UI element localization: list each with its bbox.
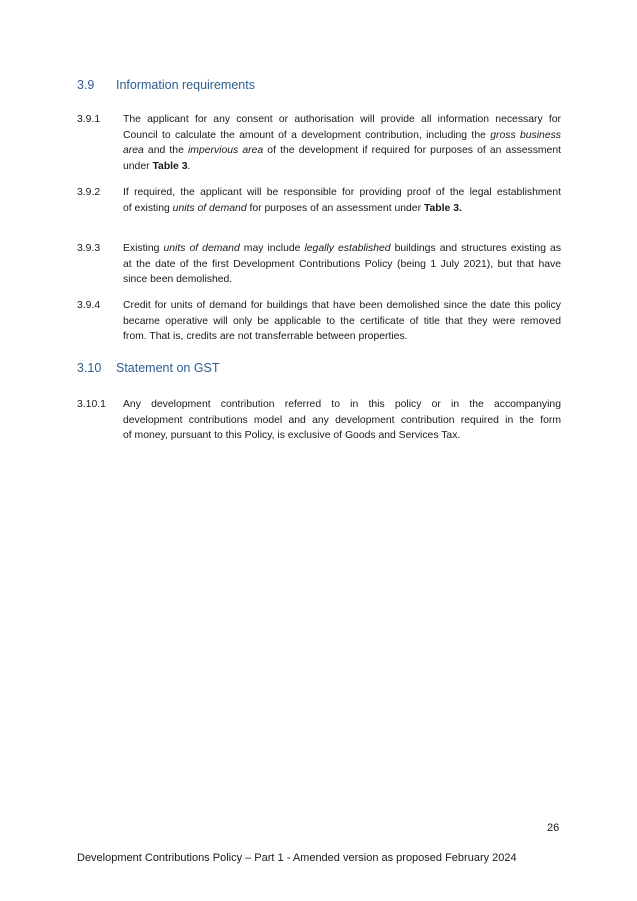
text-line: under Table 3. xyxy=(123,160,191,172)
paragraph-number: 3.10.1 xyxy=(77,399,106,410)
text-line: area and the impervious area of the development if required for purposes of an assessment xyxy=(123,145,561,156)
text-line: The applicant for any consent or authorisation will provide all information necessary for xyxy=(123,114,561,125)
page-footer: Development Contributions Policy – Part 1 - Amended version as proposed February 2024 xyxy=(77,852,517,864)
text-line: Council to calculate the amount of a development contribution, including the gross business xyxy=(123,129,561,141)
text-line: of existing units of demand for purposes of an assessment under Table 3. xyxy=(123,202,462,214)
page-number: 26 xyxy=(547,822,560,834)
text-line: development contributions model and any development contribution required in the form xyxy=(123,414,561,426)
paragraph-text xyxy=(123,185,561,216)
paragraph-3-9-2 xyxy=(77,185,561,216)
paragraph-3-9-3 xyxy=(77,241,561,288)
paragraph-number: 3.9.2 xyxy=(77,187,101,198)
paragraph-number: 3.9.1 xyxy=(77,114,101,125)
section-title: Statement on GST xyxy=(116,361,220,375)
text-line: became operative will only be applicable to the certificate of title that they were removed xyxy=(123,315,561,327)
text-line: from. That is, credits are not transferrable between properties. xyxy=(123,331,408,342)
text-line: of money, pursuant to this Policy, is exclusive of Goods and Services Tax. xyxy=(123,430,461,441)
text-line: at the date of the first Development Contributions Policy (being 1 July 2021), but that have xyxy=(123,258,561,270)
text-line: Credit for units of demand for buildings that have been demolished since the date this policy xyxy=(123,300,561,311)
paragraph-text xyxy=(123,298,561,345)
paragraph-number: 3.9.4 xyxy=(77,300,101,311)
section-title: Information requirements xyxy=(116,78,255,92)
paragraph-text xyxy=(123,112,561,174)
paragraph-number: 3.9.3 xyxy=(77,243,101,254)
paragraph-text xyxy=(123,241,561,288)
text-line: Existing units of demand may include legally established buildings and structures existing as xyxy=(123,243,562,254)
paragraph-text xyxy=(123,397,561,444)
text-line: If required, the applicant will be responsible for providing proof of the legal establishment xyxy=(123,187,561,198)
section-heading-3-9 xyxy=(77,78,255,92)
paragraph-3-9-1 xyxy=(77,112,561,174)
text-line: since been demolished. xyxy=(123,274,233,285)
paragraph-3-9-4 xyxy=(77,298,561,345)
text-line: Any development contribution referred to in this policy or in the accompanying xyxy=(123,399,561,410)
section-heading-3-10 xyxy=(77,361,220,375)
section-number: 3.10 xyxy=(77,361,102,375)
paragraph-3-10-1 xyxy=(77,397,561,444)
section-number: 3.9 xyxy=(77,78,95,92)
